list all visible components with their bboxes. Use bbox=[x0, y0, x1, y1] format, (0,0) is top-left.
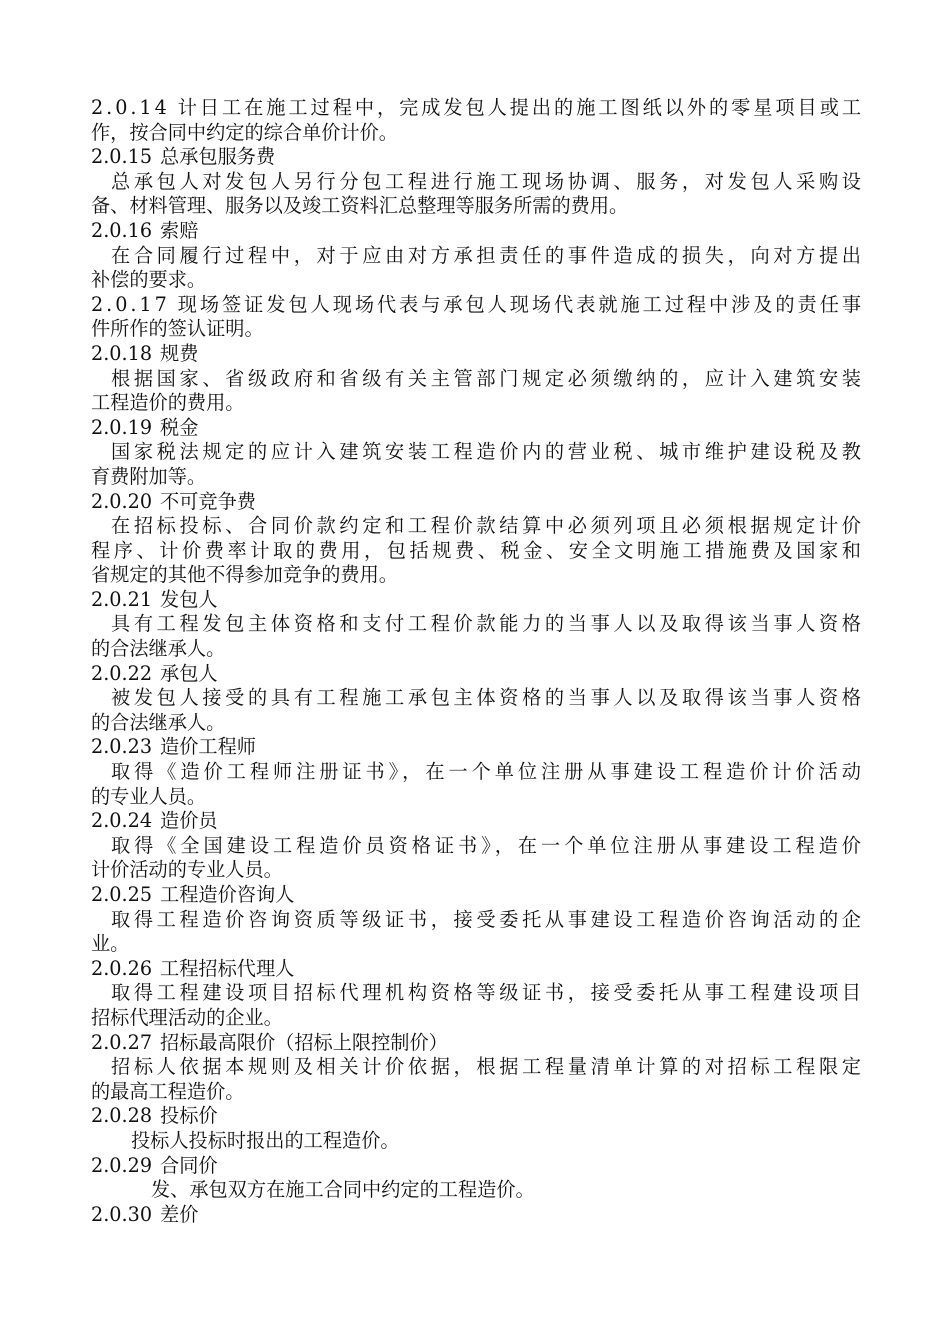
document-page bbox=[91, 96, 865, 1227]
term-title: 不可竞争费 bbox=[160, 489, 256, 513]
term-number: 2.0.29 bbox=[91, 1153, 153, 1177]
body-text-line: 省规定的其他不得参加竞争的费用。 bbox=[91, 563, 398, 587]
term-title: 现场签证发包人现场代表与承包人现场代表就施工过程中涉及的责任事 bbox=[177, 292, 864, 316]
body-text-line: 补偿的要求。 bbox=[91, 268, 207, 292]
term-heading bbox=[91, 809, 861, 834]
body-text-line: 的最高工程造价。 bbox=[91, 1079, 245, 1103]
body-text-line: 发、承包双方在施工合同中约定的工程造价。 bbox=[151, 1178, 535, 1202]
term-number: 2.0.14 bbox=[91, 96, 170, 119]
term-heading bbox=[91, 145, 861, 170]
term-number: 2.0.15 bbox=[91, 145, 153, 169]
term-number: 2.0.26 bbox=[91, 956, 153, 980]
body-text-line: 总承包人对发包人另行分包工程进行施工现场协调、服务，对发包人采购设 bbox=[111, 169, 865, 193]
body-text-line: 育费附加等。 bbox=[91, 464, 207, 488]
body-text-line: 备、材料管理、服务以及竣工资料汇总整理等服务所需的费用。 bbox=[91, 194, 629, 218]
term-title: 税金 bbox=[160, 415, 199, 439]
term-title: 承包人 bbox=[160, 661, 218, 685]
body-text-line: 取得工程建设项目招标代理机构资格等级证书，接受委托从事工程建设项目 bbox=[111, 981, 865, 1005]
body-text-line: 被发包人接受的具有工程施工承包主体资格的当事人以及取得该当事人资格 bbox=[111, 686, 865, 710]
body-text-line: 取得《全国建设工程造价员资格证书》，在一个单位注册从事建设工程造价 bbox=[111, 833, 865, 857]
term-heading bbox=[91, 1104, 861, 1129]
term-title: 工程招标代理人 bbox=[160, 956, 295, 980]
body-text-line: 招标代理活动的企业。 bbox=[91, 1005, 283, 1029]
term-heading bbox=[91, 96, 864, 121]
body-text-line: 作，按合同中约定的综合单价计价。 bbox=[91, 120, 398, 144]
term-heading bbox=[91, 1154, 861, 1179]
term-number: 2.0.21 bbox=[91, 587, 153, 611]
term-number: 2.0.24 bbox=[91, 809, 153, 833]
term-number: 2.0.18 bbox=[91, 341, 153, 365]
term-number: 2.0.16 bbox=[91, 218, 153, 242]
term-heading bbox=[91, 292, 864, 318]
term-heading bbox=[91, 662, 861, 687]
body-text-line: 国家税法规定的应计入建筑安装工程造价内的营业税、城市维护建设税及教 bbox=[111, 440, 865, 464]
term-number: 2.0.17 bbox=[91, 292, 170, 316]
body-text-line: 在招标投标、合同价款约定和工程价款结算中必须列项且必须根据规定计价 bbox=[111, 514, 865, 538]
term-title: 招标最高限价（招标上限控制价） bbox=[160, 1030, 448, 1054]
term-title: 差价 bbox=[160, 1202, 199, 1226]
body-text-line: 业。 bbox=[91, 932, 130, 956]
term-title: 合同价 bbox=[160, 1153, 218, 1177]
term-title: 投标价 bbox=[160, 1104, 218, 1128]
term-number: 2.0.25 bbox=[91, 883, 153, 906]
body-text-line: 取得工程造价咨询资质等级证书，接受委托从事建设工程造价咨询活动的企 bbox=[111, 907, 865, 931]
body-text-line: 件所作的签认证明。 bbox=[91, 317, 264, 341]
body-text-line: 投标人投标时报出的工程造价。 bbox=[131, 1128, 400, 1152]
term-title: 计日工在施工过程中，完成发包人提出的施工图纸以外的零星项目或工 bbox=[177, 96, 864, 119]
term-heading bbox=[91, 588, 861, 613]
term-heading bbox=[91, 490, 861, 515]
term-title: 工程造价咨询人 bbox=[160, 883, 295, 906]
term-number: 2.0.20 bbox=[91, 489, 153, 513]
term-number: 2.0.27 bbox=[91, 1030, 153, 1054]
term-heading bbox=[91, 883, 861, 908]
body-text-line: 的合法继承人。 bbox=[91, 710, 226, 734]
body-text-line: 取得《造价工程师注册证书》，在一个单位注册从事建设工程造价计价活动 bbox=[111, 760, 865, 784]
body-text-line: 具有工程发包主体资格和支付工程价款能力的当事人以及取得该当事人资格 bbox=[111, 612, 865, 636]
body-text-line: 招标人依据本规则及相关计价依据，根据工程量清单计算的对招标工程限定 bbox=[111, 1055, 865, 1079]
term-title: 造价员 bbox=[160, 809, 218, 833]
term-heading bbox=[91, 957, 861, 982]
term-number: 2.0.22 bbox=[91, 661, 153, 685]
term-heading bbox=[91, 342, 861, 367]
term-heading bbox=[91, 416, 861, 441]
term-title: 索赔 bbox=[160, 218, 199, 242]
term-heading bbox=[91, 735, 861, 760]
term-number: 2.0.23 bbox=[91, 735, 153, 759]
term-title: 造价工程师 bbox=[160, 735, 256, 759]
body-text-line: 的专业人员。 bbox=[91, 784, 207, 808]
body-text-line: 的合法继承人。 bbox=[91, 637, 226, 661]
term-title: 总承包服务费 bbox=[160, 145, 276, 169]
term-number: 2.0.19 bbox=[91, 415, 153, 439]
body-text-line: 程序、计价费率计取的费用，包括规费、税金、安全文明施工措施费及国家和 bbox=[91, 538, 865, 562]
body-text-line: 工程造价的费用。 bbox=[91, 391, 245, 415]
term-heading bbox=[91, 1203, 861, 1228]
body-text-line: 在合同履行过程中，对于应由对方承担责任的事件造成的损失，向对方提出 bbox=[111, 243, 865, 267]
term-number: 2.0.30 bbox=[91, 1202, 153, 1226]
body-text-line: 计价活动的专业人员。 bbox=[91, 858, 283, 882]
term-heading bbox=[91, 1031, 861, 1056]
body-text-line: 根据国家、省级政府和省级有关主管部门规定必须缴纳的，应计入建筑安装 bbox=[111, 366, 865, 390]
term-heading bbox=[91, 219, 861, 244]
term-number: 2.0.28 bbox=[91, 1104, 153, 1128]
term-title: 发包人 bbox=[160, 587, 218, 611]
term-title: 规费 bbox=[160, 341, 199, 365]
